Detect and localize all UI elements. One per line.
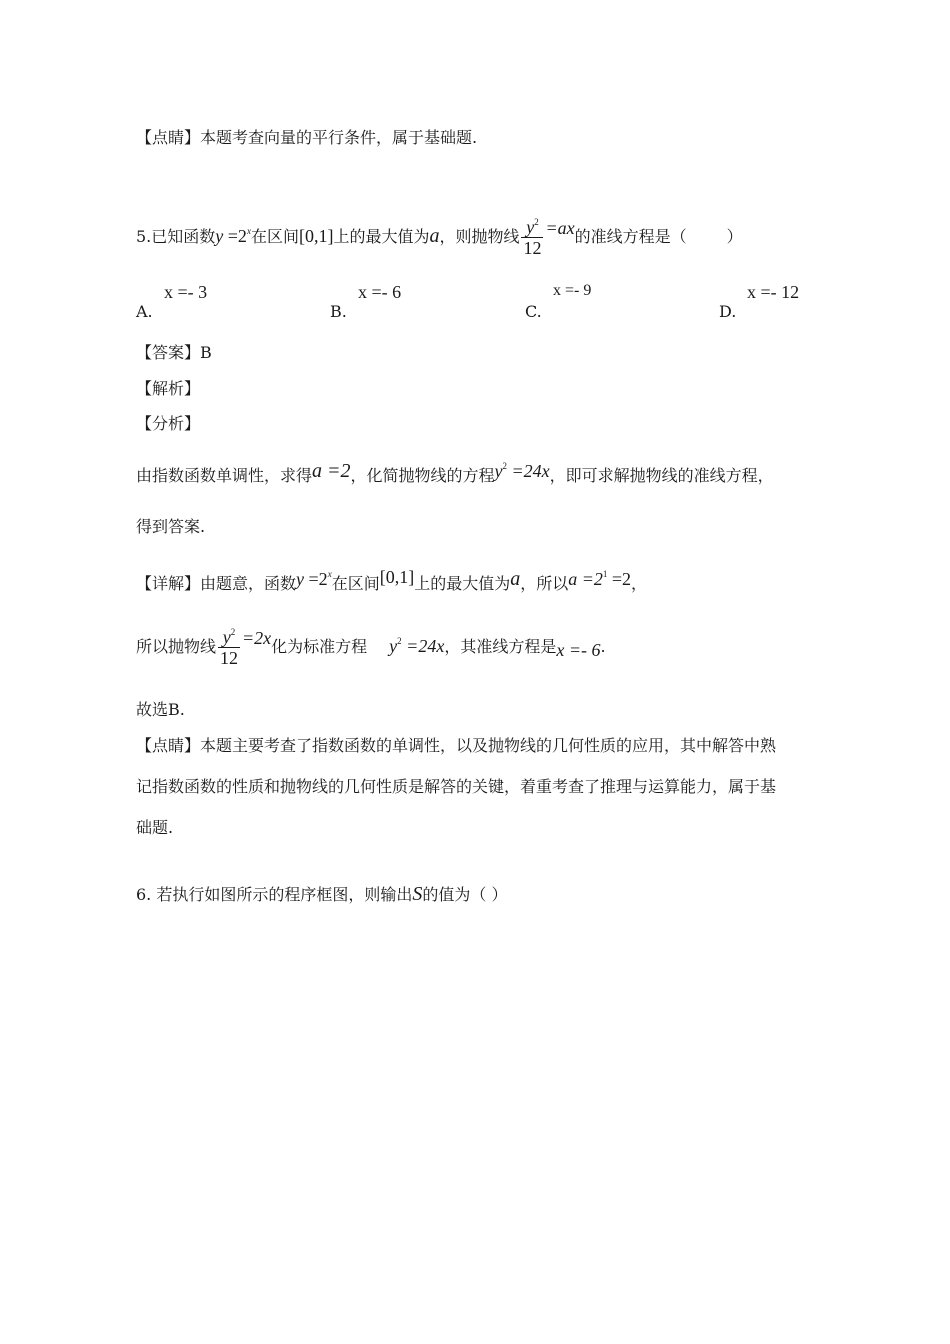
detail-text-2: 在区间 [331,574,380,593]
analysis-text-4: 得到答案. [136,517,206,536]
analysis-y-exp: 2 [502,461,508,471]
q5-frac-rhs: =ax [545,218,575,238]
detail-func-eq: =2 [308,569,328,589]
option-b-value: x =- 6 [358,282,402,302]
analysis-line-2 [136,517,205,537]
detail-frac-num [218,627,240,647]
detail-std-rhs: =24x [406,636,445,656]
dianjing-2-text-3: 础题. [136,818,174,837]
answer-line [136,343,212,363]
option-c-letter: C. [525,302,542,321]
detail-line-2 [136,616,606,672]
option-b-letter: B. [330,302,347,321]
detail-text-9: . [600,637,606,656]
q5-text-3: 上的最大值为 [333,227,430,246]
q5-func-lhs: y [215,226,224,246]
q5-text-4: ，则抛物线 [439,227,520,246]
detail-frac-num-exp: 2 [230,627,236,637]
fenxi-tag: 【分析】 [136,414,201,433]
detail-func-lhs: y [296,569,305,589]
detail-interval: [0,1] [379,567,415,587]
detail-a-exp: 1 [602,569,608,579]
jiexi-tag: 【解析】 [136,379,201,398]
option-d-value: x =- 12 [747,282,800,302]
answer-tag: 【答案】 [136,343,201,362]
detail-text-6: 所以抛物线 [136,637,217,656]
question-6 [136,884,507,905]
q5-text-6: ） [726,227,743,246]
analysis-rhs: =24x [511,461,550,481]
detail-frac-rhs: =2x [242,628,272,648]
detail-text-8: ，其准线方程是 [444,637,557,656]
q5-func-exp: x [246,226,251,236]
q6-text-1: 6. 若执行如图所示的程序框图，则输出 [136,885,413,904]
question-5 [136,206,743,259]
detail-frac-num-base: y [222,627,231,647]
detail-func-exp: x [327,569,332,579]
analysis-line-1 [136,456,774,491]
detail-a-rhs: =2 [611,569,632,589]
jiexi-line [136,379,200,399]
option-a-value: x =- 3 [164,282,208,302]
q6-text-2: 的值为（ ） [422,885,508,904]
dianjing-2-line-1 [136,736,776,756]
detail-std-base: y [389,636,398,656]
dianjing-2-text-2: 记指数函数的性质和抛物线的几何性质是解答的关键，着重考查了推理与运算能力，属于基 [136,777,777,796]
dianjing-2-tag: 【点睛】 [136,736,201,755]
detail-frac-den: 12 [220,648,239,668]
detail-fraction [218,627,240,668]
answer-value: B [200,343,212,362]
detail-line-1 [136,562,647,599]
dianjing-2-line-3 [136,818,173,838]
q6-var-s: S [412,883,423,905]
analysis-text-1: 由指数函数单调性，求得 [136,466,313,485]
q5-frac-num-base: y [526,217,535,237]
detail-directrix: x =- 6 [556,640,601,660]
fenxi-line [136,414,200,434]
option-d-letter: D. [719,302,737,321]
analysis-equation [495,461,550,481]
question-number: 5. [136,227,152,246]
detail-var-a: a [510,568,521,590]
detail-std-exp: 2 [397,636,402,646]
detail-text-4: ，所以 [520,574,569,593]
q5-frac-den: 12 [523,238,542,258]
dianjing-2-text-1: 本题主要考查了指数函数的单调性，以及抛物线的几何性质的应用，其中解答中熟 [200,736,777,755]
q5-fraction [521,217,543,258]
q5-text-2: 在区间 [250,227,299,246]
q5-text-1: 已知函数 [151,227,216,246]
analysis-a-eq: a =2 [312,460,351,482]
analysis-y-base: y [494,461,503,481]
q5-var-a: a [429,225,440,247]
analysis-text-2: ，化简抛物线的方程 [350,466,495,485]
analysis-text-3: ，即可求解抛物线的准线方程， [549,466,774,485]
gu-xuan-text: 故选B. [136,700,185,719]
q5-frac-num-exp: 2 [534,217,539,227]
q5-interval: [0,1] [298,226,334,246]
q5-text-5: 的准线方程是（ [574,227,687,246]
detail-function [296,569,332,589]
dianjing-2-line-2 [136,777,776,797]
option-a-letter: A. [136,302,153,321]
q5-frac-num [521,217,543,237]
detail-tag: 【详解】 [136,574,201,593]
detail-a-equation [568,569,631,589]
detail-text-7: 化为标准方程 [271,637,368,656]
detail-standard-eq [389,636,444,656]
option-c-value: x =- 9 [553,282,592,299]
detail-text-5: ， [631,574,648,593]
detail-a-lhs: a =2 [568,569,603,589]
q5-func-eq: =2 [227,226,247,246]
q5-function [215,226,251,246]
dianjing-line-1 [136,128,477,148]
gu-xuan-line [136,700,185,720]
detail-text-1: 由题意，函数 [200,574,297,593]
dianjing-text: 本题考查向量的平行条件，属于基础题. [200,128,478,147]
dianjing-tag: 【点睛】 [136,128,201,147]
detail-text-3: 上的最大值为 [414,574,511,593]
